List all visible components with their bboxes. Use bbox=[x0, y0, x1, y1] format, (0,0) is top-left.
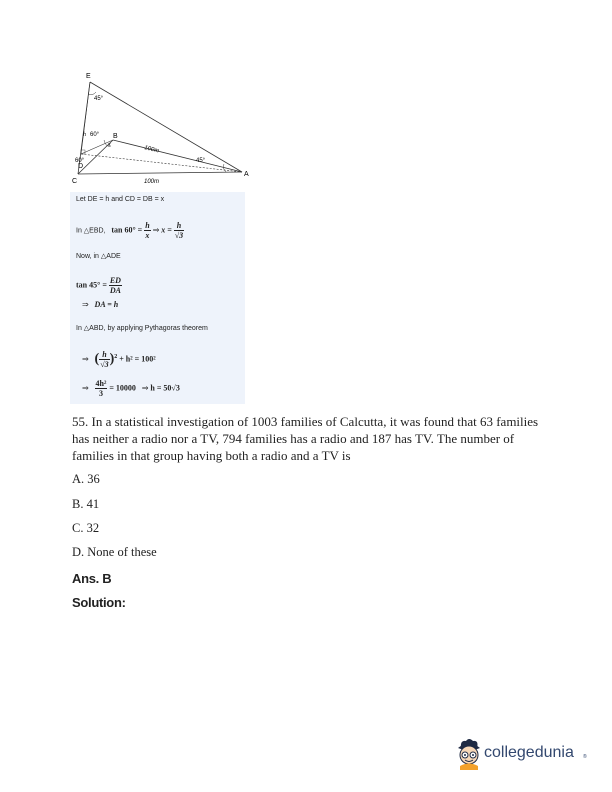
solution-line-3: Now, in △ADE bbox=[76, 253, 121, 260]
solution-line-6: In △ABD, by applying Pythagoras theorem bbox=[76, 325, 208, 332]
solution-line-4: tan 45° = $\frac{ED}{DA}$ bbox=[76, 276, 121, 295]
option-c: C. 32 bbox=[72, 521, 100, 535]
solution-line-8: ⇒ $\frac{\text{4h²}}{3}$ = 10000 ⇒ h = 50√3 bbox=[82, 379, 180, 398]
question-text: 55. In a statistical investigation of 1003 families of Calcutta, it was found that 63 families has neither a radio nor a TV, 794 families has a radio and 187 has TV. The number of families in that group having both a radio and a TV is bbox=[72, 414, 539, 463]
option-d: D. None of these bbox=[72, 545, 157, 559]
solution-line-7: ⇒ ( $\frac{h}{√3}$ )$^2$ + h² = 100² bbox=[82, 350, 156, 369]
label-angle-low: 60° bbox=[75, 158, 85, 164]
option-b: B. 41 bbox=[72, 497, 100, 511]
brand-name: collegedunia bbox=[484, 744, 574, 761]
geometry-diagram bbox=[66, 68, 256, 188]
brand-trademark: ® bbox=[583, 754, 587, 760]
label-len-eb: 100m bbox=[143, 145, 160, 155]
solution-line-2: In △EBD, tan 60° = $\frac{h}{x}$ ⇒ x = $\frac{h}{√3}$ bbox=[76, 221, 184, 240]
label-b: B bbox=[113, 133, 118, 140]
collegedunia-mascot-icon bbox=[454, 736, 484, 770]
label-angle-mid: 60° bbox=[90, 132, 100, 138]
label-c: C bbox=[72, 178, 78, 185]
label-h: h bbox=[83, 132, 86, 138]
option-a: A. 36 bbox=[72, 472, 100, 486]
solution-line-5: ⇒ DA = h bbox=[82, 300, 119, 309]
label-angle-top: 45° bbox=[94, 96, 104, 102]
label-d: D bbox=[78, 163, 84, 170]
solution-label: Solution: bbox=[72, 595, 126, 610]
solution-line-1: Let DE = h and CD = DB = x bbox=[76, 196, 165, 203]
label-x: x bbox=[108, 142, 111, 148]
label-e: E bbox=[86, 73, 91, 80]
answer-label: Ans. B bbox=[72, 571, 112, 586]
label-len-ca: 100m bbox=[144, 179, 160, 185]
label-a: A bbox=[244, 171, 249, 178]
label-angle-a: 45° bbox=[196, 158, 206, 164]
